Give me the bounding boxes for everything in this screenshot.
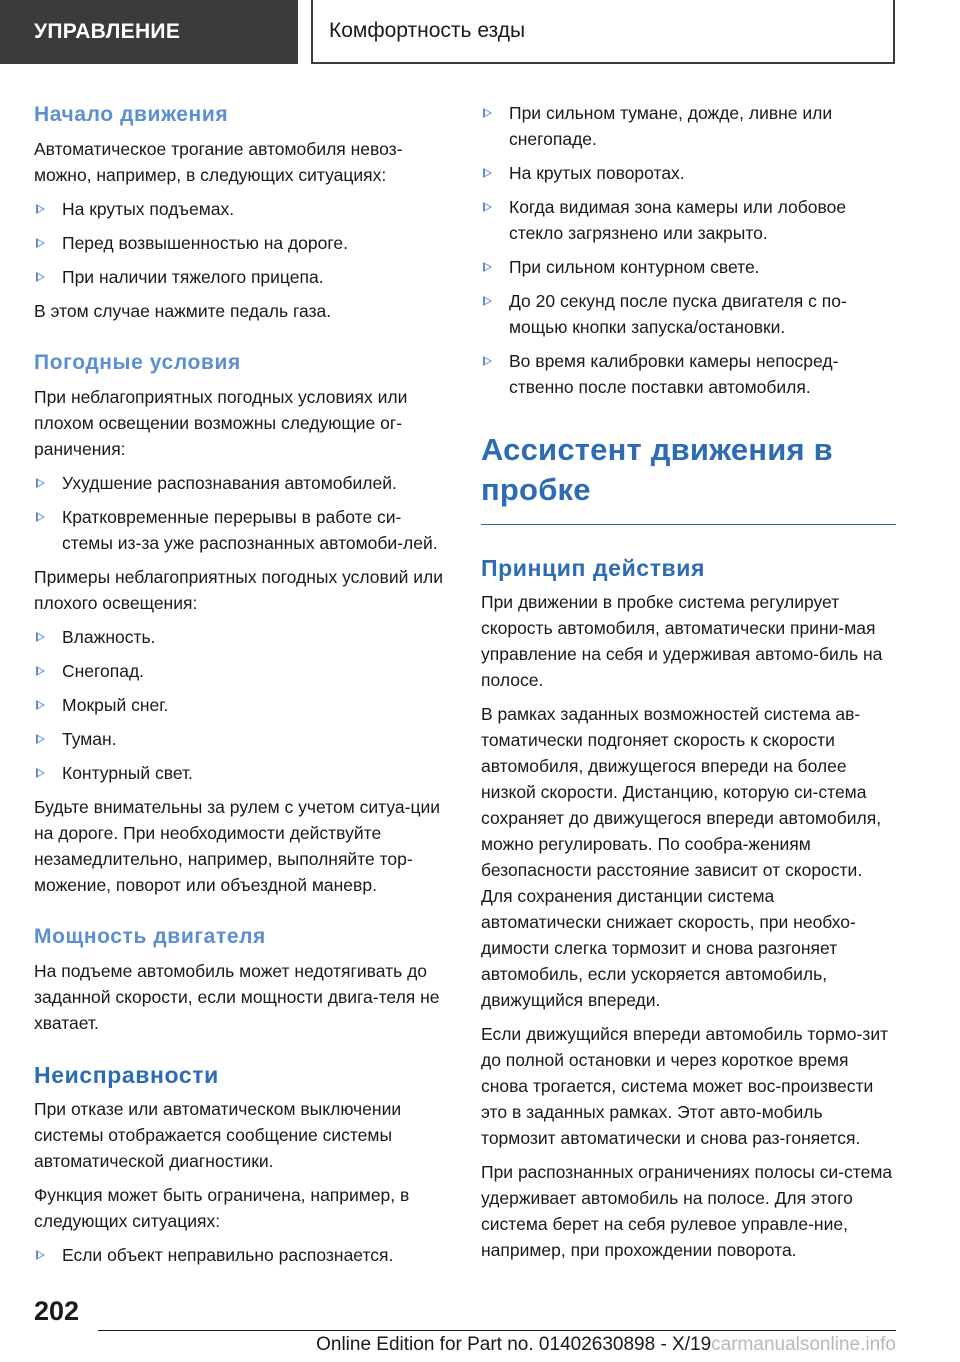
triangle-bullet-icon	[483, 202, 492, 212]
triangle-bullet-icon	[36, 666, 45, 676]
header-chapter-box	[311, 0, 895, 64]
triangle-bullet-icon	[36, 204, 45, 214]
list-item: До 20 секунд после пуска двигателя с по-мощью кнопки запуска/остановки.	[481, 288, 896, 340]
edition-note: Online Edition for Part no. 01402630898 - X/19	[316, 1334, 712, 1355]
list-item: На крутых подъемах.	[34, 196, 449, 222]
triangle-bullet-icon	[36, 700, 45, 710]
triangle-bullet-icon	[483, 356, 492, 366]
triangle-bullet-icon	[483, 262, 492, 272]
paragraph: Будьте внимательны за рулем с учетом ситуа-ции на дороге. При необходимости действуйте незамедлительно, например, выполняйте тор-можение, поворот или объездной маневр.	[34, 797, 441, 895]
paragraph: Автоматическое трогание автомобиля невоз-можно, например, в следующих ситуациях:	[34, 139, 403, 185]
list-item: При сильном контурном свете.	[481, 254, 896, 280]
heading-divider	[481, 524, 896, 525]
section-heading-start: Начало движения	[34, 103, 229, 126]
page-number: 202	[34, 1296, 80, 1326]
footer-edition	[316, 1334, 896, 1356]
paragraph: В этом случае нажмите педаль газа.	[34, 301, 332, 321]
list-item: Когда видимая зона камеры или лобовое стекло загрязнено или закрыто.	[481, 194, 896, 246]
triangle-bullet-icon	[36, 478, 45, 488]
paragraph: При распознанных ограничениях полосы си-стема удерживает автомобиль на полосе. Для этого система берет на себя рулевое управле-ние, например, при прохождении поворота.	[481, 1162, 893, 1260]
paragraph: Если движущийся впереди автомобиль тормо-зит до полной остановки и через короткое время снова трогается, система может вос-произвести это в заданных рамках. Этот авто-мобиль тормозит автоматически и снова раз-гоняется.	[481, 1024, 889, 1148]
paragraph: При неблагоприятных погодных условиях или плохом освещении возможны следующие ог-раничения:	[34, 387, 408, 459]
section-heading-weather: Погодные условия	[34, 351, 241, 374]
header-section-label: УПРАВЛЕНИЕ	[34, 20, 181, 43]
list-item: Контурный свет.	[34, 760, 449, 786]
section-heading-engine-power: Мощность двигателя	[34, 925, 266, 948]
bullet-list	[34, 470, 449, 556]
triangle-bullet-icon	[36, 1250, 45, 1260]
triangle-bullet-icon	[36, 272, 45, 282]
list-item: Влажность.	[34, 624, 449, 650]
list-item: Ухудшение распознавания автомобилей.	[34, 470, 449, 496]
right-column	[481, 100, 896, 1271]
header-chapter-label: Комфортность езды	[329, 19, 526, 42]
list-item: Мокрый снег.	[34, 692, 449, 718]
list-item: На крутых поворотах.	[481, 160, 896, 186]
bullet-list	[481, 100, 896, 400]
bullet-list	[34, 1242, 449, 1268]
list-item: Туман.	[34, 726, 449, 752]
paragraph: Примеры неблагоприятных погодных условий или плохого освещения:	[34, 567, 444, 613]
list-item: При наличии тяжелого прицепа.	[34, 264, 449, 290]
triangle-bullet-icon	[483, 108, 492, 118]
triangle-bullet-icon	[36, 238, 45, 248]
section-heading-malfunctions: Неисправности	[34, 1062, 219, 1088]
list-item: Снегопад.	[34, 658, 449, 684]
left-column	[34, 100, 449, 1276]
list-item: Во время калибровки камеры непосред-ственно после поставки автомобиля.	[481, 348, 896, 400]
paragraph: Функция может быть ограничена, например, в следующих ситуациях:	[34, 1185, 410, 1231]
bullet-list	[34, 196, 449, 290]
triangle-bullet-icon	[483, 296, 492, 306]
triangle-bullet-icon	[36, 734, 45, 744]
chapter-heading-traffic-jam-assistant: Ассистент движения в пробке	[481, 432, 833, 507]
paragraph: На подъеме автомобиль может недотягивать до заданной скорости, если мощности двига-теля не хватает.	[34, 961, 440, 1033]
triangle-bullet-icon	[36, 512, 45, 522]
list-item: Если объект неправильно распознается.	[34, 1242, 449, 1268]
triangle-bullet-icon	[36, 632, 45, 642]
list-item: Перед возвышенностью на дороге.	[34, 230, 449, 256]
triangle-bullet-icon	[36, 768, 45, 778]
bullet-list	[34, 624, 449, 786]
paragraph: При отказе или автоматическом выключении системы отображается сообщение системы автоматической диагностики.	[34, 1099, 402, 1171]
paragraph: В рамках заданных возможностей система ав-томатически подгоняет скорость к скорости автомобиля, движущегося впереди на более низкой скорости. Дистанцию, которую си-стема сохраняет до движущегося впереди автомобиля, можно регулировать. По сообра-жениям безопасности расстояние зависит от скорости. Для сохранения дистанции система автоматически снижает скорость, при необхо-димости слегка тормозит и снова разгоняет автомобиль, если ускоряется автомобиль, движущийся впереди.	[481, 704, 882, 1010]
footer-divider	[98, 1330, 896, 1331]
list-item: Кратковременные перерывы в работе си-стемы из-за уже распознанных автомоби-лей.	[34, 504, 449, 556]
watermark: carmanualsonline.info	[711, 1334, 896, 1355]
triangle-bullet-icon	[483, 168, 492, 178]
header-section-tab	[0, 0, 298, 64]
section-heading-principle: Принцип действия	[481, 555, 706, 581]
list-item: При сильном тумане, дожде, ливне или снегопаде.	[481, 100, 896, 152]
paragraph: При движении в пробке система регулирует скорость автомобиля, автоматически прини-мая управление на себя и удерживая автомо-биль на полосе.	[481, 592, 883, 690]
